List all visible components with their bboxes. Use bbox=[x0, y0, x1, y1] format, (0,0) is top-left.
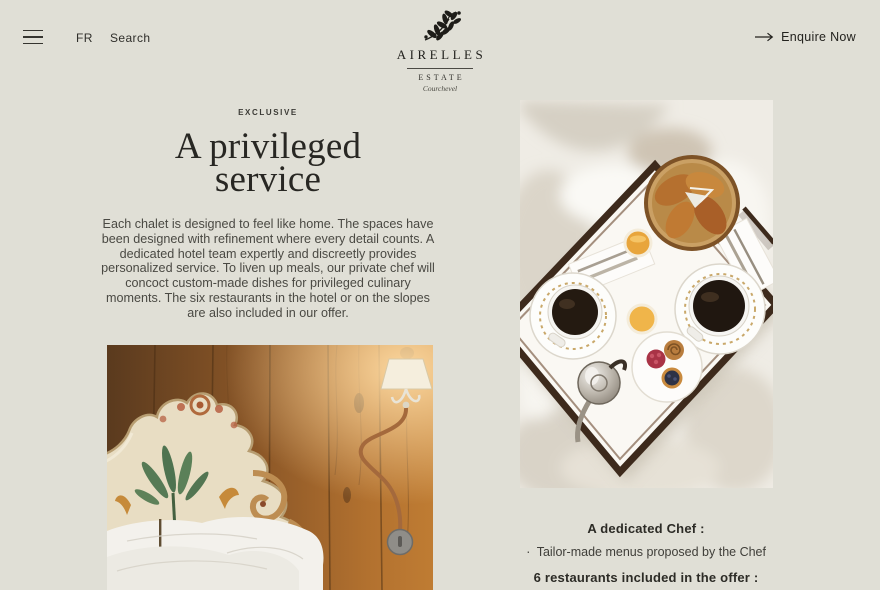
pastry-plate bbox=[632, 332, 702, 402]
intro-paragraph: Each chalet is designed to feel like home. The spaces have been designed with refinement where every detail counts. A dedicated hotel team expertly and discreetly provides personalized service. To liven up meals, our private chef will concoct custom-made dishes for privileged culinary moments. The six restaurants in the hotel or on the slopes are also included in our offer. bbox=[101, 217, 435, 320]
page-title-line2: service bbox=[214, 159, 322, 200]
intro-section bbox=[100, 108, 436, 321]
juice-glass-bottom bbox=[628, 305, 656, 333]
eyebrow-label: EXCLUSIVE bbox=[238, 108, 298, 117]
menu-icon[interactable] bbox=[23, 30, 43, 44]
page-title-line1: A privileged bbox=[174, 126, 362, 167]
croissant-basket bbox=[646, 157, 738, 249]
language-toggle[interactable]: FR bbox=[76, 31, 93, 45]
enquire-now-button[interactable] bbox=[755, 30, 856, 44]
branch-sprig-icon bbox=[418, 7, 462, 45]
enquire-now-label: Enquire Now bbox=[781, 30, 856, 44]
list-bullet: · bbox=[526, 543, 531, 559]
offer-section bbox=[498, 521, 794, 585]
brand-name: AIRELLES bbox=[396, 47, 487, 62]
chef-item-label: Tailor-made menus proposed by the Chef bbox=[536, 545, 766, 559]
bedroom-headboard-photo bbox=[107, 345, 433, 590]
chef-heading: A dedicated Chef : bbox=[587, 521, 705, 536]
juice-glass-top bbox=[625, 230, 651, 256]
search-link[interactable]: Search bbox=[110, 31, 151, 45]
logo-divider bbox=[407, 68, 473, 69]
chef-list-item bbox=[498, 545, 794, 559]
brand-logo[interactable] bbox=[370, 7, 510, 93]
brand-estate: ESTATE bbox=[418, 73, 465, 82]
page-title bbox=[100, 126, 436, 200]
restaurants-heading: 6 restaurants included in the offer : bbox=[533, 570, 759, 585]
arrow-right-icon bbox=[755, 32, 774, 42]
pillows bbox=[107, 517, 323, 590]
coffee-cup-left bbox=[530, 273, 616, 359]
breakfast-tray-photo bbox=[520, 100, 773, 488]
brand-location: Courchevel bbox=[422, 84, 458, 93]
